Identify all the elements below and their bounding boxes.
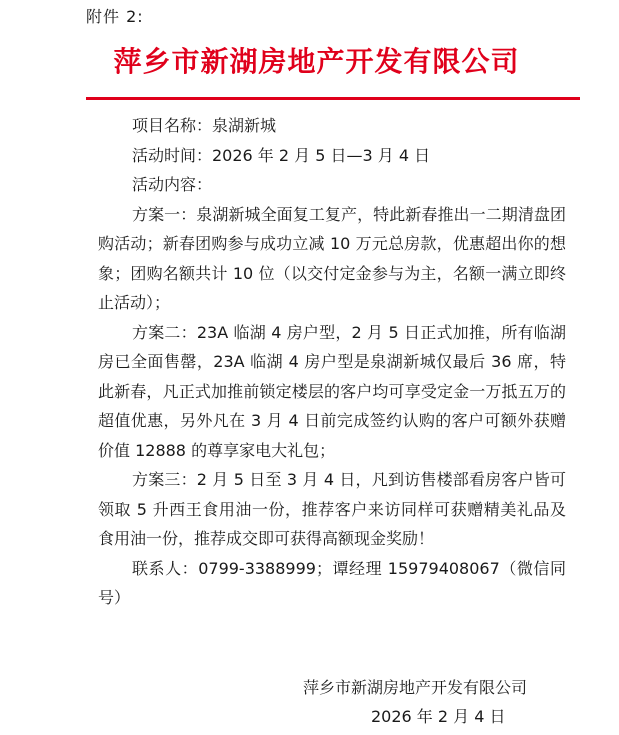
plan-one-paragraph: 方案一：泉湖新城全面复工复产，特此新春推出一二期清盘团购活动；新春团购参与成功立减 10 万元总房款，优惠超出你的想象；团购名额共计 10 位（以交付定金参与为主，名额一满立即终止活动）； — [98, 204, 566, 312]
title-divider — [86, 97, 580, 100]
signature-company: 萍乡市新湖房地产开发有限公司 — [303, 678, 528, 697]
attachment-label: 附件 2: — [86, 7, 144, 26]
activity-time-line: 活动时间：2026 年 2 月 5 日—3 月 4 日 — [132, 145, 431, 165]
activity-content-label: 活动内容： — [132, 175, 213, 194]
plan-three-paragraph: 方案三：2 月 5 日至 3 月 4 日，凡到访售楼部看房客户皆可领取 5 升西王食用油一份，推荐客户来访同样可获赠精美礼品及食用油一份，推荐成交即可获得高额现金奖励！ — [98, 470, 566, 548]
document-body — [98, 111, 566, 613]
contact-line: 联系人：0799-3388999；谭经理 15979408067（微信同号） — [98, 558, 566, 607]
project-name-line: 项目名称：泉湖新城 — [132, 116, 277, 135]
plan-two-paragraph: 方案二：23A 临湖 4 房户型，2 月 5 日正式加推，所有临湖房已全面售罄，23A 临湖 4 房户型是泉湖新城仅最后 36 席，特此新春，凡正式加推前锁定楼层的客户均可享受定金一万抵五万的超值优惠，另外凡在 3 月 4 日前完成签约认购的客户可额外获赠价值 12888 的尊享家电大礼包； — [98, 322, 566, 460]
company-title: 萍乡市新湖房地产开发有限公司 — [113, 45, 520, 78]
signature-date: 2026 年 2 月 4 日 — [371, 707, 506, 726]
